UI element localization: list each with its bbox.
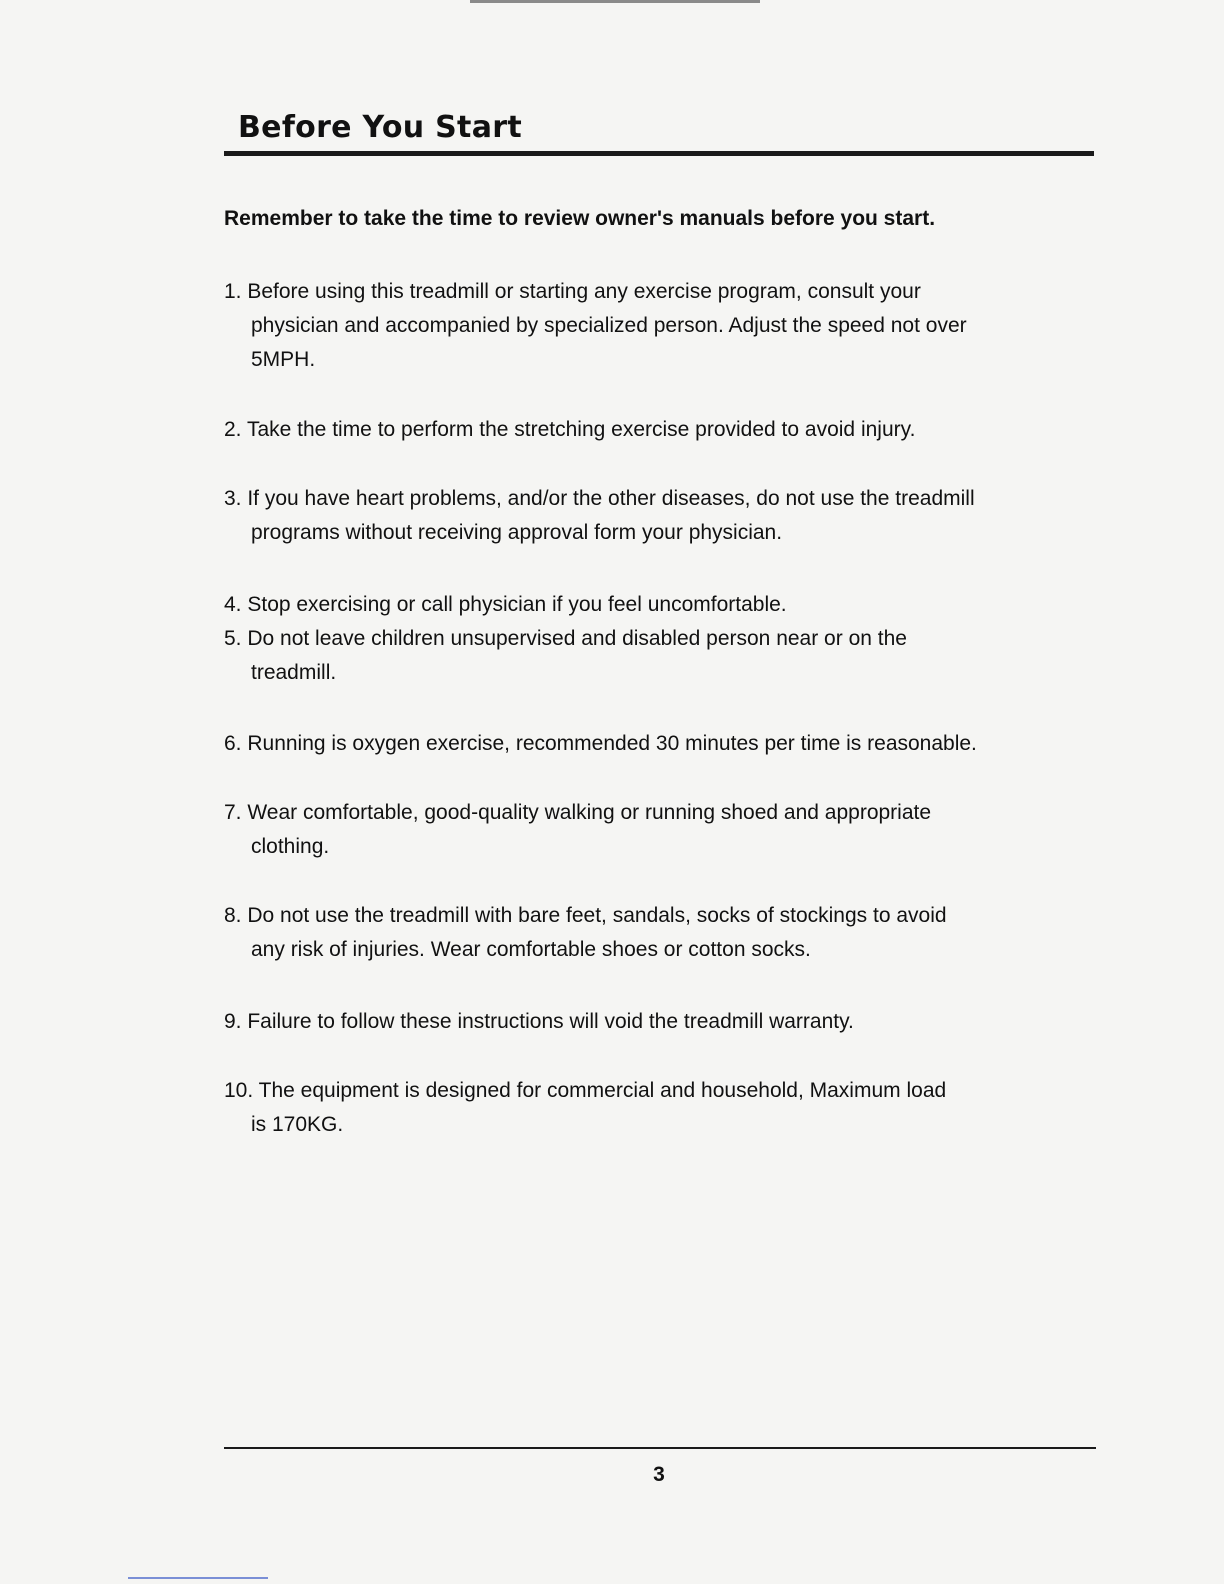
list-item-line: 7. Wear comfortable, good-quality walking or running shoed and appropriate bbox=[224, 801, 932, 824]
list-item-line: physician and accompanied by specialized person. Adjust the speed not over bbox=[251, 314, 967, 337]
page-title: Before You Start bbox=[238, 110, 522, 145]
scan-edge-top bbox=[470, 0, 760, 3]
list-item-4 bbox=[224, 588, 787, 622]
list-item-line: 4. Stop exercising or call physician if you feel uncomfortable. bbox=[224, 593, 787, 616]
list-item-line: is 170KG. bbox=[251, 1113, 344, 1136]
list-item-5 bbox=[224, 622, 907, 690]
list-item-7 bbox=[224, 796, 931, 864]
scan-edge-bottom bbox=[128, 1577, 268, 1579]
list-item-line: programs without receiving approval form your physician. bbox=[251, 521, 783, 544]
list-item-8 bbox=[224, 899, 947, 967]
list-item-9 bbox=[224, 1005, 854, 1039]
intro-text: Remember to take the time to review owner's manuals before you start. bbox=[224, 207, 936, 230]
list-item-line: clothing. bbox=[251, 835, 330, 858]
list-item-line: 6. Running is oxygen exercise, recommended 30 minutes per time is reasonable. bbox=[224, 732, 977, 755]
page-number: 3 bbox=[653, 1463, 665, 1486]
list-item-6 bbox=[224, 727, 977, 761]
list-item-line: 2. Take the time to perform the stretching exercise provided to avoid injury. bbox=[224, 418, 916, 441]
list-item-line: 10. The equipment is designed for commercial and household, Maximum load bbox=[224, 1079, 947, 1102]
list-item-line: treadmill. bbox=[251, 661, 337, 684]
list-item-3 bbox=[224, 482, 975, 550]
list-item-line: 9. Failure to follow these instructions will void the treadmill warranty. bbox=[224, 1010, 854, 1033]
title-rule bbox=[224, 151, 1094, 156]
list-item-10 bbox=[224, 1074, 946, 1142]
list-item-1 bbox=[224, 275, 967, 377]
list-item-line: any risk of injuries. Wear comfortable shoes or cotton socks. bbox=[251, 938, 811, 961]
list-item-line: 5. Do not leave children unsupervised and disabled person near or on the bbox=[224, 627, 907, 650]
list-item-line: 8. Do not use the treadmill with bare feet, sandals, socks of stockings to avoid bbox=[224, 904, 947, 927]
list-item-line: 1. Before using this treadmill or starting any exercise program, consult your bbox=[224, 280, 921, 303]
list-item-line: 5MPH. bbox=[251, 348, 316, 371]
footer-rule bbox=[224, 1447, 1096, 1449]
list-item-2 bbox=[224, 413, 915, 447]
list-item-line: 3. If you have heart problems, and/or the other diseases, do not use the treadmill bbox=[224, 487, 975, 510]
